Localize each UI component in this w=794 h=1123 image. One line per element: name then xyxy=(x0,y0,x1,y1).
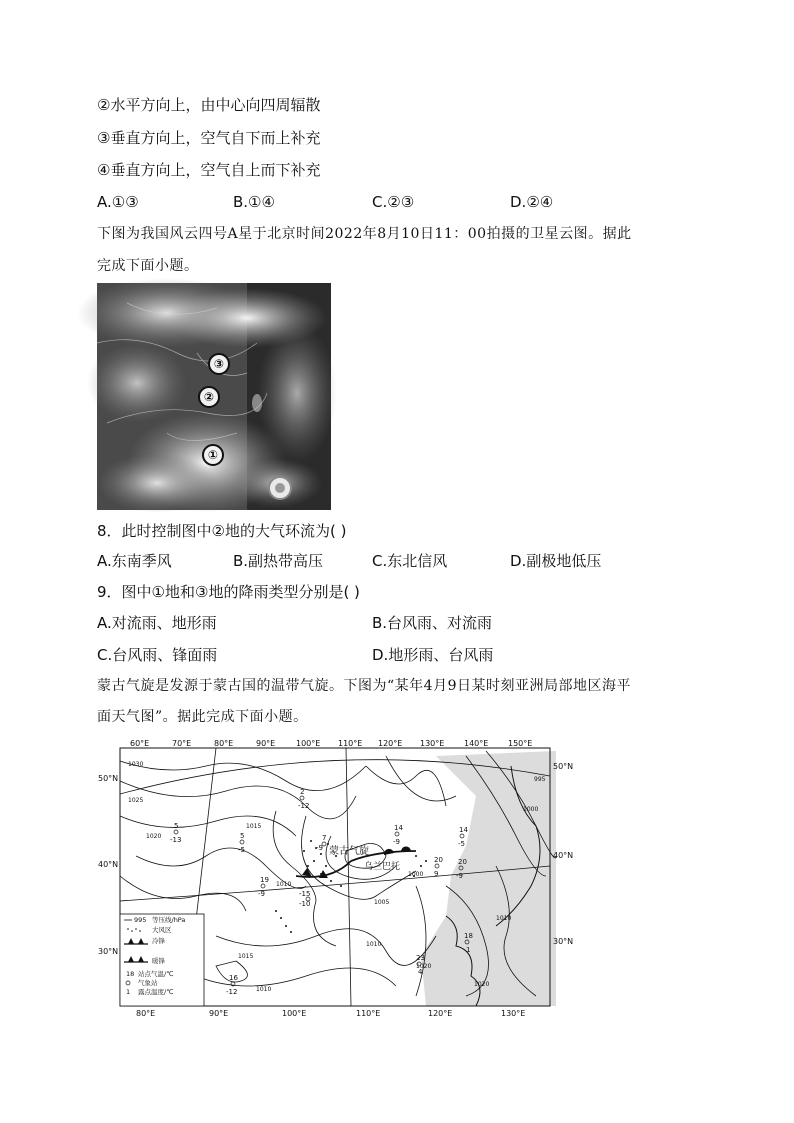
svg-text:-13: -13 xyxy=(170,836,182,844)
lon-top-label: 140°E xyxy=(464,739,489,748)
svg-text:-9: -9 xyxy=(316,844,323,852)
svg-text:-9: -9 xyxy=(258,890,265,898)
svg-text:1015: 1015 xyxy=(238,953,254,960)
intro1-line1: 下图为我国风云四号A星于北京时间2022年8月10日11：00拍摄的卫星云图。据此 xyxy=(97,226,632,242)
q7-choice-a: A.①③ xyxy=(97,193,139,211)
lon-top-label: 70°E xyxy=(172,739,192,748)
legend-cold-front: 冷锋 xyxy=(152,937,165,945)
svg-text:-5: -5 xyxy=(238,846,245,854)
svg-text:14: 14 xyxy=(394,824,403,832)
svg-text:1005: 1005 xyxy=(374,899,390,906)
intro2-line2: 面天气图”。据此完成下面小题。 xyxy=(97,709,308,725)
q9-choice-c: C.台风雨、锋面雨 xyxy=(97,646,218,664)
svg-text:1030: 1030 xyxy=(128,761,144,768)
legend-station: 气象站 xyxy=(138,979,158,987)
intro2-line1: 蒙古气旋是发源于蒙古国的温带气旋。下图为“某年4月9日某时刻亚洲局部地区海平 xyxy=(97,678,631,694)
lat-left-label: 30°N xyxy=(98,947,119,956)
map-legend xyxy=(120,914,204,1006)
svg-text:-10: -10 xyxy=(299,900,311,908)
station xyxy=(298,788,309,810)
lon-bottom-label: 120°E xyxy=(428,1009,453,1018)
lon-top-label: 110°E xyxy=(338,739,363,748)
svg-text:1020: 1020 xyxy=(474,981,490,988)
warm-front-semicircle xyxy=(384,849,394,855)
svg-text:20: 20 xyxy=(458,858,467,866)
q7-option-3: ③垂直方向上，空气自下而上补充 xyxy=(97,129,321,147)
station xyxy=(393,824,403,846)
lon-bottom-label: 130°E xyxy=(501,1009,526,1018)
lat-left-label: 50°N xyxy=(98,774,119,783)
lon-bottom-label: 100°E xyxy=(282,1009,307,1018)
lat-right-label: 40°N xyxy=(553,851,574,860)
legend-dew: 露点温度/℃ xyxy=(138,988,174,996)
lon-bottom-label: 80°E xyxy=(136,1009,156,1018)
lon-top-label: 80°E xyxy=(214,739,234,748)
svg-text:1020: 1020 xyxy=(146,833,162,840)
svg-text:1010: 1010 xyxy=(276,881,292,888)
lon-bottom-label: 110°E xyxy=(356,1009,381,1018)
svg-text:23: 23 xyxy=(416,954,425,962)
q7-option-4: ④垂直方向上，空气自上而下补充 xyxy=(97,161,321,179)
legend-station-temp: 站点气温/℃ xyxy=(138,970,174,978)
q9-stem: 9．图中①地和③地的降雨类型分别是( ) xyxy=(97,583,360,601)
station xyxy=(238,832,245,854)
q9-choice-d: D.地形雨、台风雨 xyxy=(372,646,494,664)
satellite-cloud-image xyxy=(97,283,331,510)
svg-text:20: 20 xyxy=(434,856,443,864)
svg-text:1025: 1025 xyxy=(128,797,144,804)
svg-text:-9: -9 xyxy=(393,838,400,846)
lat-right-label: 50°N xyxy=(553,762,574,771)
svg-text:4: 4 xyxy=(418,968,423,976)
svg-text:18: 18 xyxy=(464,932,473,940)
legend-isobar-value: 995 xyxy=(134,916,147,924)
svg-text:9: 9 xyxy=(434,870,439,878)
mongolian-cyclone-label: 蒙古气旋 xyxy=(329,846,369,857)
lat-left-label: 40°N xyxy=(98,860,119,869)
svg-text:-12: -12 xyxy=(298,802,310,810)
svg-text:1010: 1010 xyxy=(256,986,272,993)
satellite-marker-2: ② xyxy=(198,386,220,408)
legend-temp-value: 18 xyxy=(126,970,135,978)
legend-warm-front: 暖锋 xyxy=(152,957,165,965)
q8-choice-d: D.副极地低压 xyxy=(510,552,602,570)
svg-text:1015: 1015 xyxy=(246,823,262,830)
q9-choice-a: A.对流雨、地形雨 xyxy=(97,614,217,632)
q9-choice-b: B.台风雨、对流雨 xyxy=(372,614,493,632)
svg-text:1010: 1010 xyxy=(496,915,512,922)
q7-choice-d: D.②④ xyxy=(510,193,554,211)
svg-text:-12: -12 xyxy=(226,988,238,996)
legend-wind: 大风区 xyxy=(152,926,172,934)
svg-text:1000: 1000 xyxy=(523,806,539,813)
q8-choice-b: B.副热带高压 xyxy=(233,552,324,570)
weather-map xyxy=(98,736,574,1018)
station xyxy=(299,890,310,908)
svg-text:1: 1 xyxy=(466,946,471,954)
svg-text:1020: 1020 xyxy=(416,963,432,970)
svg-text:-15: -15 xyxy=(299,890,311,898)
station xyxy=(170,822,181,844)
q8-stem: 8．此时控制图中②地的大气环流为( ) xyxy=(97,522,347,540)
svg-text:-5: -5 xyxy=(458,840,465,848)
lon-bottom-label: 90°E xyxy=(209,1009,229,1018)
svg-text:1000: 1000 xyxy=(408,871,424,878)
intro1-line2: 完成下面小题。 xyxy=(97,258,199,274)
satellite-marker-1: ① xyxy=(202,444,224,466)
svg-text:5: 5 xyxy=(174,822,179,830)
svg-text:-9: -9 xyxy=(456,872,463,880)
lon-top-label: 150°E xyxy=(508,739,533,748)
svg-text:1010: 1010 xyxy=(366,941,382,948)
station xyxy=(316,834,326,852)
legend-isobar: 等压线/hPa xyxy=(152,916,186,924)
satellite-marker-3: ③ xyxy=(208,353,230,375)
lon-top-label: 130°E xyxy=(420,739,445,748)
lon-top-label: 90°E xyxy=(256,739,276,748)
svg-text:7: 7 xyxy=(322,834,327,842)
svg-text:14: 14 xyxy=(459,826,468,834)
q8-choice-c: C.东北信风 xyxy=(372,552,448,570)
station xyxy=(258,876,269,898)
legend-dew-value: 1 xyxy=(126,988,131,996)
q8-choice-a: A.东南季风 xyxy=(97,552,172,570)
svg-text:19: 19 xyxy=(260,876,269,884)
svg-text:995: 995 xyxy=(534,776,546,783)
q7-option-2: ②水平方向上，由中心向四周辐散 xyxy=(97,96,321,114)
lon-top-label: 100°E xyxy=(296,739,321,748)
svg-text:2: 2 xyxy=(300,788,305,796)
station xyxy=(434,856,443,878)
lon-top-label: 120°E xyxy=(378,739,403,748)
svg-text:16: 16 xyxy=(229,974,238,982)
ulaanbaatar-label: 乌兰巴托 xyxy=(364,862,401,872)
lon-top-label: 60°E xyxy=(130,739,150,748)
svg-text:5: 5 xyxy=(240,832,245,840)
lat-right-label: 30°N xyxy=(553,937,574,946)
q7-choice-b: B.①④ xyxy=(233,193,275,211)
q7-choice-c: C.②③ xyxy=(372,193,415,211)
